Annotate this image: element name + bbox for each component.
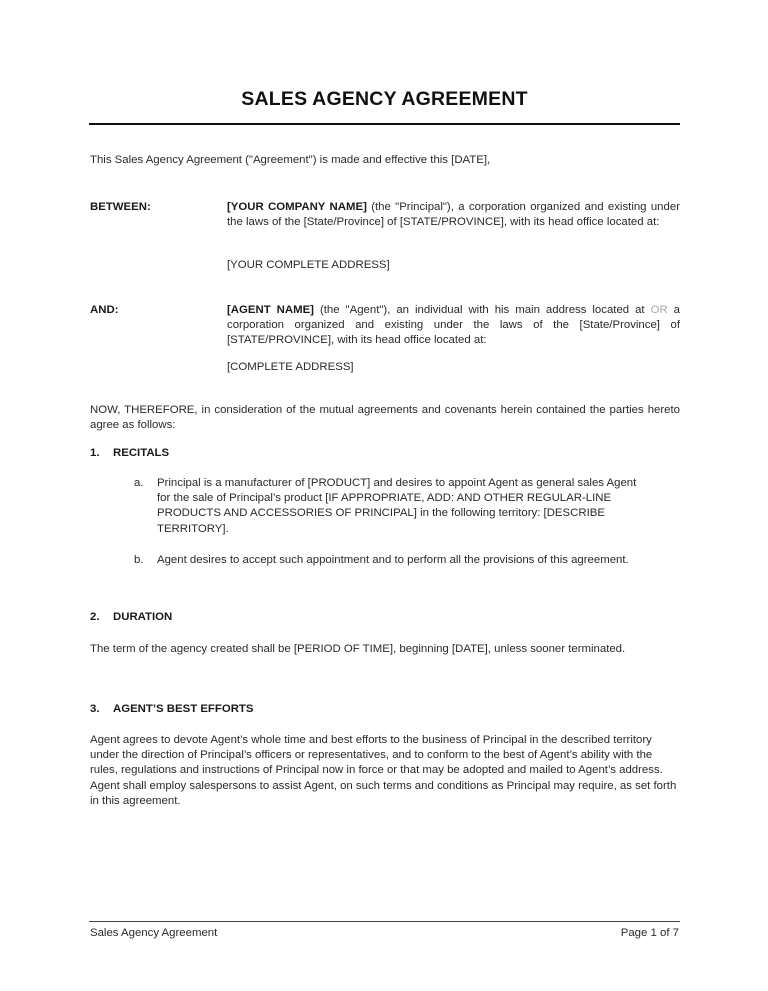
- section-title: AGENT’S BEST EFFORTS: [113, 703, 254, 715]
- now-therefore-paragraph: NOW, THEREFORE, in consideration of the mutual agreements and covenants herein contained the parties hereto agree as follows:: [90, 404, 680, 432]
- list-item-text: Principal is a manufacturer of [PRODUCT] and desires to appoint Agent as general sales Agent for the sale of Principal’s product [IF APPROPRIATE, ADD: AND OTHER REGULAR-LINE PRODUCTS AND ACCESSORIES OF PRINCIPAL] in the following territory: [DESCRIBE TERRITORY].: [157, 477, 637, 535]
- section-title: RECITALS: [113, 447, 170, 459]
- recital-item-a: [134, 476, 654, 538]
- section-heading-duration: [90, 611, 172, 623]
- recital-item-b: [134, 553, 654, 585]
- section-heading-best-efforts: [90, 703, 254, 715]
- document-title: SALES AGENCY AGREEMENT: [241, 88, 528, 110]
- list-marker: b.: [134, 554, 144, 566]
- duration-paragraph: The term of the agency created shall be [PERIOD OF TIME], beginning [DATE], unless sooner terminated.: [90, 643, 626, 655]
- and-party-text-1: (the "Agent"), an individual with his main address located at: [313, 304, 651, 316]
- list-item-text: Agent desires to accept such appointment and to perform all the provisions of this agreement.: [157, 554, 629, 566]
- or-highlight-text: OR: [650, 304, 668, 316]
- section-number: 3.: [90, 703, 100, 715]
- agent-name-placeholder: [AGENT NAME]: [227, 304, 314, 316]
- best-efforts-paragraph: Agent agrees to devote Agent’s whole time and best efforts to the business of Principal in the described territory under the direction of Principal’s officers or representatives, and to conform to the best of Agent’s ability with the rules, regulations and instructions of Principal now in force or that may be adopted and mailed to Agent’s address. Agent shall employ salespersons to assist Agent, on such terms and conditions as Principal may require, as set forth in this agreement.: [90, 734, 677, 807]
- list-marker: a.: [134, 477, 144, 489]
- footer-page-number: Page 1 of 7: [620, 927, 679, 939]
- section-title: DURATION: [113, 611, 173, 623]
- between-party-paragraph: [227, 200, 680, 230]
- and-address: [COMPLETE ADDRESS]: [227, 361, 354, 373]
- between-party-text: (the "Principal"), a corporation organized and existing under the laws of the [State/Province] of [STATE/PROVINCE], with its head office located at:: [227, 201, 680, 229]
- and-party-text-2: a corporation organized and existing under the laws of the [State/Province] of [STATE/PROVINCE], with its head office located at:: [227, 304, 680, 347]
- between-label: BETWEEN:: [90, 201, 151, 213]
- and-party-paragraph: [227, 303, 680, 349]
- footer-divider: [89, 921, 680, 922]
- and-label: AND:: [90, 304, 119, 316]
- between-address: [YOUR COMPLETE ADDRESS]: [227, 259, 390, 271]
- footer-document-name: Sales Agency Agreement: [90, 927, 218, 939]
- section-number: 1.: [90, 447, 100, 459]
- section-heading-recitals: [90, 447, 169, 459]
- section-number: 2.: [90, 611, 100, 623]
- company-name-placeholder: [YOUR COMPANY NAME]: [227, 201, 367, 213]
- title-divider: [89, 123, 680, 125]
- intro-paragraph: This Sales Agency Agreement ("Agreement") is made and effective this [DATE],: [90, 154, 491, 166]
